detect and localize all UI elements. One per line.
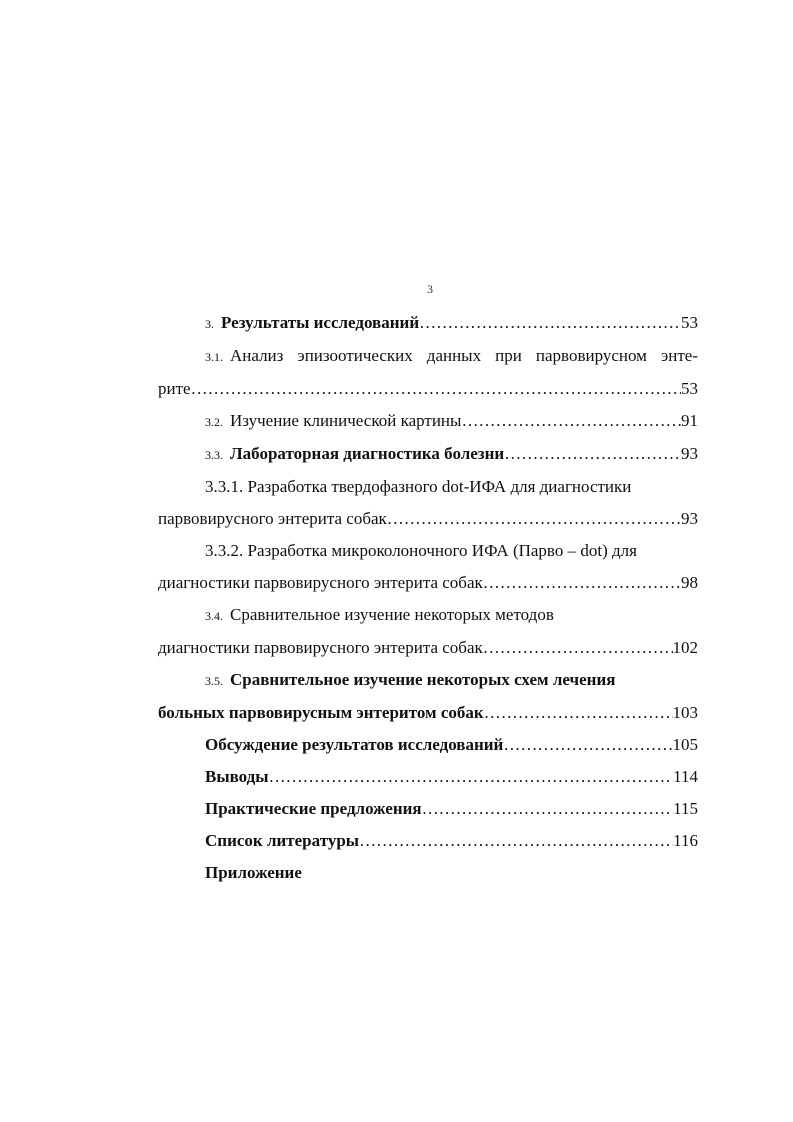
toc-entry-page: 115 bbox=[673, 799, 698, 818]
toc-entry-practical-proposals bbox=[158, 798, 698, 820]
toc-entry-conclusions bbox=[158, 766, 698, 788]
toc-entry-page: 91 bbox=[681, 411, 698, 430]
toc-entry-references bbox=[158, 830, 698, 852]
toc-leader-dots bbox=[359, 830, 673, 852]
toc-entry-3-5-line2 bbox=[158, 702, 698, 724]
toc-entry-number: 3.1. bbox=[205, 350, 223, 364]
toc-entry-title: Сравнительное изучение некоторых схем лечения bbox=[230, 670, 616, 689]
toc-entry-3-1-line2 bbox=[158, 378, 698, 400]
toc-entry-title: Лабораторная диагностика болезни bbox=[230, 444, 505, 463]
toc-entry-number: 3.5. bbox=[205, 674, 223, 688]
toc-entry-title-continued: больных парвовирусным энтеритом собак bbox=[158, 703, 484, 722]
toc-entry-page: 98 bbox=[681, 573, 698, 592]
toc-entry-3-3 bbox=[158, 443, 698, 466]
toc-entry-title: Сравнительное изучение некоторых методов bbox=[230, 605, 554, 624]
toc-entry-title: Практические предложения bbox=[205, 799, 422, 818]
toc-entry-page: 103 bbox=[672, 703, 698, 722]
toc-entry-title-continued: парвовирусного энтерита собак bbox=[158, 509, 387, 528]
toc-entry-title-continued: диагностики парвовирусного энтерита собак bbox=[158, 573, 483, 592]
toc-entry-3-3-1-line2 bbox=[158, 508, 698, 530]
toc-entry-page: 102 bbox=[672, 638, 698, 657]
toc-entry-title: Изучение клинической картины bbox=[230, 411, 462, 430]
toc-entry-page: 93 bbox=[681, 509, 698, 528]
toc-entry-title: 3.3.1. Разработка твердофазного dot-ИФА для диагностики bbox=[205, 477, 632, 496]
toc-entry-title: 3.3.2. Разработка микроколоночного ИФА (Парво – dot) для bbox=[205, 541, 637, 560]
toc-leader-dots bbox=[422, 798, 674, 820]
toc-leader-dots bbox=[269, 766, 674, 788]
toc-entry-discussion bbox=[158, 734, 698, 756]
toc-entry-3-5-line1 bbox=[158, 669, 698, 692]
toc-entry-page: 93 bbox=[681, 444, 698, 463]
toc-entry-title: Приложение bbox=[205, 863, 302, 882]
toc-entry-title: Выводы bbox=[205, 767, 269, 786]
toc-entry-3-3-2-line1 bbox=[158, 540, 698, 562]
toc-entry-title-continued: рите bbox=[158, 379, 191, 398]
toc-entry-title: Результаты исследований bbox=[221, 313, 420, 332]
toc-leader-dots bbox=[191, 378, 681, 400]
toc-entry-page: 116 bbox=[673, 831, 698, 850]
toc-entry-title: Список литературы bbox=[205, 831, 360, 850]
toc-leader-dots bbox=[503, 734, 672, 756]
toc-entry-3-4-line2 bbox=[158, 637, 698, 659]
toc-entry-title: Обсуждение результатов исследований bbox=[205, 735, 504, 754]
toc-entry-title-continued: диагностики парвовирусного энтерита собак bbox=[158, 638, 483, 657]
toc-entry-3-4-line1 bbox=[158, 604, 698, 627]
toc-leader-dots bbox=[483, 637, 673, 659]
toc-entry-3-3-1-line1 bbox=[158, 476, 698, 498]
toc-entry-3-2 bbox=[158, 410, 698, 433]
toc-leader-dots bbox=[483, 572, 681, 594]
toc-leader-dots bbox=[419, 312, 681, 334]
toc-entry-number: 3.3. bbox=[205, 448, 223, 462]
toc-leader-dots bbox=[504, 443, 681, 465]
toc-entry-page: 53 bbox=[681, 379, 698, 398]
toc-entry-page: 53 bbox=[681, 313, 698, 332]
toc-entry-3-1-line1 bbox=[158, 345, 698, 368]
toc-entry-3 bbox=[158, 312, 698, 335]
toc-entry-page: 114 bbox=[673, 767, 698, 786]
page-number: 3 bbox=[427, 282, 433, 296]
toc-entry-appendix bbox=[158, 862, 698, 884]
toc-leader-dots bbox=[387, 508, 681, 530]
toc-entry-number: 3.4. bbox=[205, 609, 223, 623]
toc-leader-dots bbox=[461, 410, 681, 432]
toc-entry-number: 3. bbox=[205, 317, 214, 331]
toc-entry-number: 3.2. bbox=[205, 415, 223, 429]
toc-leader-dots bbox=[484, 702, 673, 724]
toc-entry-title: Анализ эпизоотических данных при парвовирусном энте- bbox=[230, 346, 698, 365]
toc-entry-page: 105 bbox=[672, 735, 698, 754]
toc-entry-3-3-2-line2 bbox=[158, 572, 698, 594]
table-of-contents bbox=[158, 310, 698, 884]
